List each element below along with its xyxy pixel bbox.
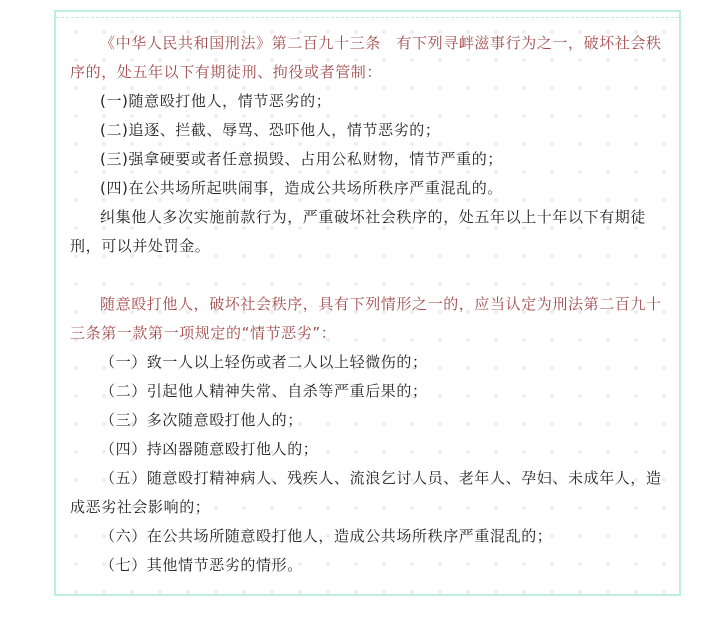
article-item-1: (一)随意殴打他人，情节恶劣的； [100, 92, 332, 110]
article-intro [70, 29, 667, 87]
frame-top-border [56, 12, 679, 18]
law-title: 《中华人民共和国刑法》第二百九十三条 [100, 34, 381, 52]
interpretation-item-5: （五）随意殴打精神病人、残疾人、流浪乞讨人员、老年人、孕妇、未成年人，造成恶劣社会影响的； [70, 469, 662, 516]
article-item-3: (三)强拿硬要或者任意损毁、占用公私财物，情节严重的； [100, 150, 503, 168]
article-intro-text: 有下列寻衅滋事行为之一，破坏社会秩序的，处五年以下有期徒刑、拘役或者管制： [70, 34, 662, 81]
interpretation-item-3: （三）多次随意殴打他人的； [100, 411, 303, 429]
interpretation-item-7: （七）其他情节恶劣的情形。 [100, 556, 303, 574]
article-item-4: (四)在公共场所起哄闹事，造成公共场所秩序严重混乱的。 [100, 179, 503, 197]
interpretation-item-2: （二）引起他人精神失常、自杀等严重后果的； [100, 382, 428, 400]
interpretation-intro: 随意殴打他人，破坏社会秩序，具有下列情形之一的，应当认定为刑法第二百九十三条第一款第一项规定的“情节恶劣”： [70, 295, 662, 342]
interpretation-item-1: （一）致一人以上轻伤或者二人以上轻微伤的； [100, 353, 428, 371]
article-closing: 纠集他人多次实施前款行为，严重破坏社会秩序的，处五年以上十年以下有期徒刑，可以并处罚金。 [70, 208, 647, 255]
paragraph-gap [70, 261, 667, 290]
interpretation-item-6: （六）在公共场所随意殴打他人，造成公共场所秩序严重混乱的； [100, 527, 553, 545]
content-frame [54, 10, 681, 596]
article-item-2: (二)追逐、拦截、辱骂、恐吓他人，情节恶劣的； [100, 121, 441, 139]
article-content [70, 29, 667, 580]
interpretation-item-4: （四）持凶器随意殴打他人的； [100, 440, 319, 458]
